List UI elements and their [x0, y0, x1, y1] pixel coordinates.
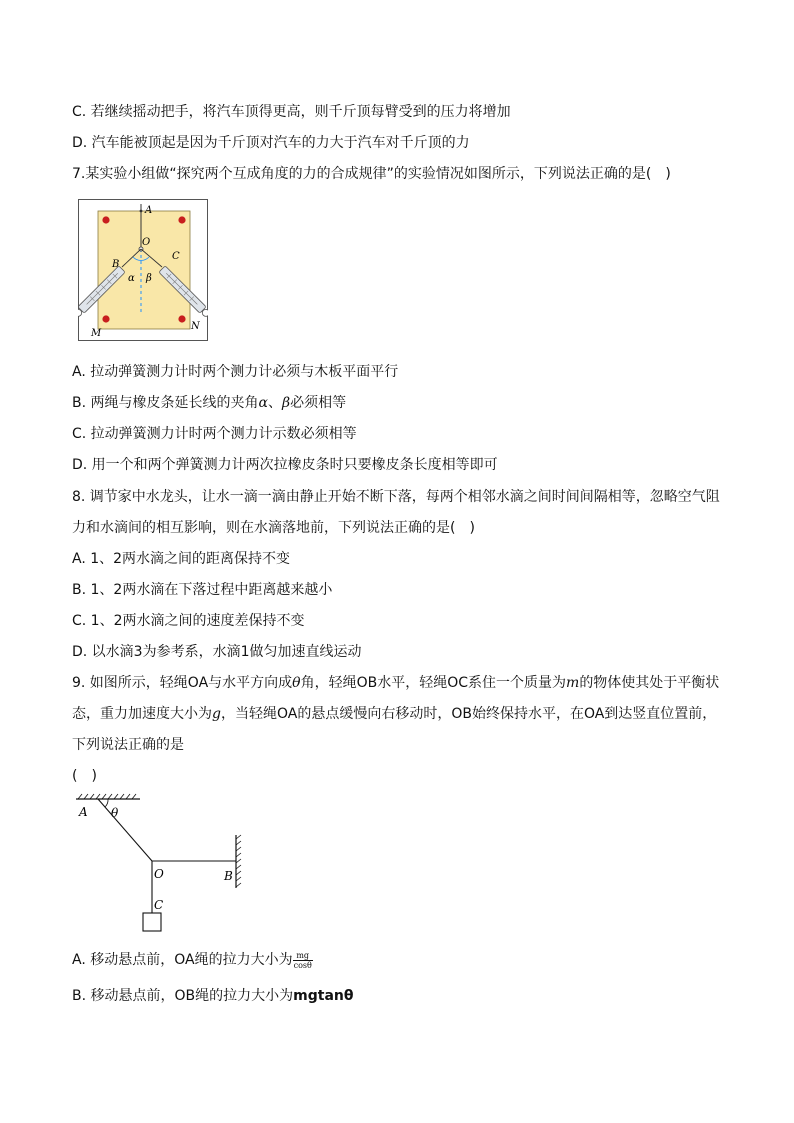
- label-o: O: [142, 237, 151, 248]
- q8-option-b: B. 1、2两水滴在下落过程中距离越来越小: [72, 582, 333, 598]
- wooden-board: [98, 211, 190, 329]
- q8-stem-line1: 8. 调节家中水龙头，让水一滴一滴由静止开始不断下落，每两个相邻水滴之间时间间隔相等，忽略空气阻: [72, 489, 720, 505]
- q9-stem-line3: 下列说法正确的是: [72, 737, 184, 753]
- q6-option-c: C. 若继续摇动把手，将汽车顶得更高，则千斤顶每臂受到的压力将增加: [72, 104, 511, 120]
- wall-hatch: [236, 835, 241, 887]
- q9-option-a: A. 移动悬点前，OA绳的拉力大小为 $\frac{mg}{\cos\theta}$: [72, 950, 312, 970]
- label-beta: β: [146, 273, 152, 284]
- rope-oa: [98, 799, 152, 861]
- q7-option-a: A. 拉动弹簧测力计时两个测力计必须与木板平面平行: [72, 364, 399, 380]
- mass-block: [143, 913, 161, 931]
- q7-figure: [78, 199, 208, 341]
- q7-option-d: D. 用一个和两个弹簧测力计两次拉橡皮条时只要橡皮条长度相等即可: [72, 457, 498, 473]
- pin-icon: [178, 216, 185, 223]
- q7-option-b: B. 两绳与橡皮条延长线的夹角α、β必须相等: [72, 395, 347, 411]
- q9-figure: [70, 793, 250, 938]
- q7-stem: 7.某实验小组做“探究两个互成角度的力的合成规律”的实验情况如图所示，下列说法正确的是( ): [72, 166, 671, 182]
- pin-icon: [178, 315, 185, 322]
- q9-stem-line1: 9. 如图所示，轻绳OA与水平方向成θ角，轻绳OB水平，轻绳OC系住一个质量为m的物体使其处于平衡状: [72, 675, 720, 691]
- q8-option-a: A. 1、2两水滴之间的距离保持不变: [72, 551, 291, 567]
- pin-icon: [102, 216, 109, 223]
- q6-option-d: D. 汽车能被顶起是因为千斤顶对汽车的力大于汽车对千斤顶的力: [72, 135, 470, 151]
- q8-option-d: D. 以水滴3为参考系，水滴1做匀加速直线运动: [72, 644, 362, 660]
- q7-option-c: C. 拉动弹簧测力计时两个测力计示数必须相等: [72, 426, 357, 442]
- label-theta: θ: [111, 806, 119, 820]
- label-c: C: [154, 898, 164, 912]
- q9-option-b: B. 移动悬点前，OB绳的拉力大小为mgtanθ: [72, 988, 354, 1004]
- label-n: N: [191, 321, 200, 332]
- label-m: M: [91, 328, 102, 339]
- label-a: A: [145, 205, 153, 216]
- label-b: B: [224, 869, 233, 883]
- q9-stem-line2: 态，重力加速度大小为g，当轻绳OA的悬点缓慢向右移动时，OB始终保持水平，在OA到达竖直位置前，: [72, 706, 717, 722]
- label-c: C: [172, 251, 180, 262]
- label-alpha: α: [128, 273, 135, 284]
- pin-icon: [102, 315, 109, 322]
- label-a: A: [79, 805, 88, 819]
- label-b: B: [112, 259, 120, 270]
- q8-option-c: C. 1、2两水滴之间的速度差保持不变: [72, 613, 305, 629]
- fraction-mg-over-cos: $\frac{mg}{\cos\theta}$: [293, 950, 312, 970]
- label-o: O: [154, 867, 164, 881]
- q8-stem-line2: 力和水滴间的相互影响，则在水滴落地前，下列说法正确的是( ): [72, 520, 475, 536]
- q9-answer-bracket: ( ): [72, 768, 97, 784]
- ceiling-hatch: [78, 794, 136, 799]
